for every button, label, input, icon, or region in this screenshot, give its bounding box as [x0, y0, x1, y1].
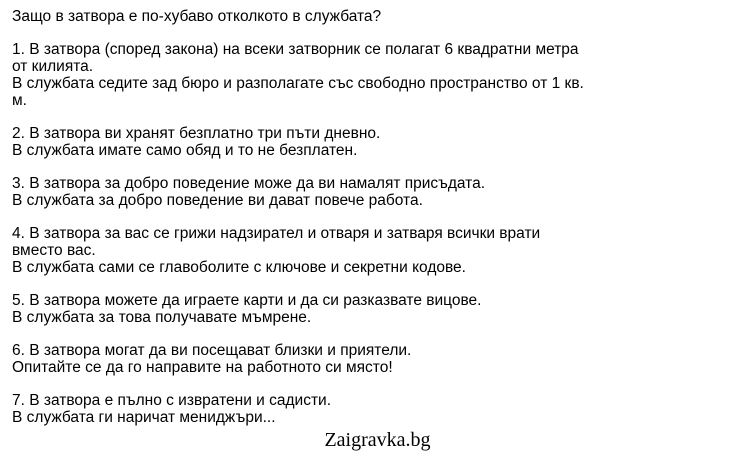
- prison-line: 5. В затвора можете да играете карти и да си разказвате вицове.: [12, 292, 482, 309]
- office-line: Опитайте се да го направите на работното си място!: [12, 359, 393, 376]
- list-item: [12, 125, 592, 159]
- list-item: [12, 392, 592, 426]
- list-item: [12, 225, 592, 276]
- office-line: В службата за добро поведение ви дават повече работа.: [12, 192, 423, 209]
- list-item: [12, 342, 592, 376]
- prison-line: 6. В затвора могат да ви посещават близки и приятели.: [12, 342, 412, 359]
- office-line: В службата ги наричат мениджъри...: [12, 409, 276, 426]
- list-item: [12, 292, 592, 326]
- office-line: В службата имате само обяд и то не безплатен.: [12, 142, 358, 159]
- prison-line: 1. В затвора (според закона) на всеки затворник се полагат 6 квадратни метра от килията.: [12, 41, 579, 75]
- prison-line: 7. В затвора е пълно с извратени и садисти.: [12, 392, 332, 409]
- prison-line: 3. В затвора за добро поведение може да ви намалят присъдата.: [12, 175, 486, 192]
- office-line: В службата седите зад бюро и разполагате със свободно пространство от 1 кв. м.: [12, 75, 584, 109]
- list-item: [12, 41, 592, 109]
- prison-line: 4. В затвора за вас се грижи надзирател и отваря и затваря всички врати вместо вас.: [12, 225, 541, 259]
- office-line: В службата сами се главоболите с ключове и секретни кодове.: [12, 259, 466, 276]
- joke-title: Защо в затвора е по-хубаво отколкото в службата?: [12, 8, 382, 25]
- joke-document: [12, 8, 592, 442]
- list-item: [12, 175, 592, 209]
- office-line: В службата за това получавате мъмрене.: [12, 309, 312, 326]
- site-watermark: Zaigravka.bg: [324, 429, 431, 451]
- prison-line: 2. В затвора ви хранят безплатно три пъти дневно.: [12, 125, 381, 142]
